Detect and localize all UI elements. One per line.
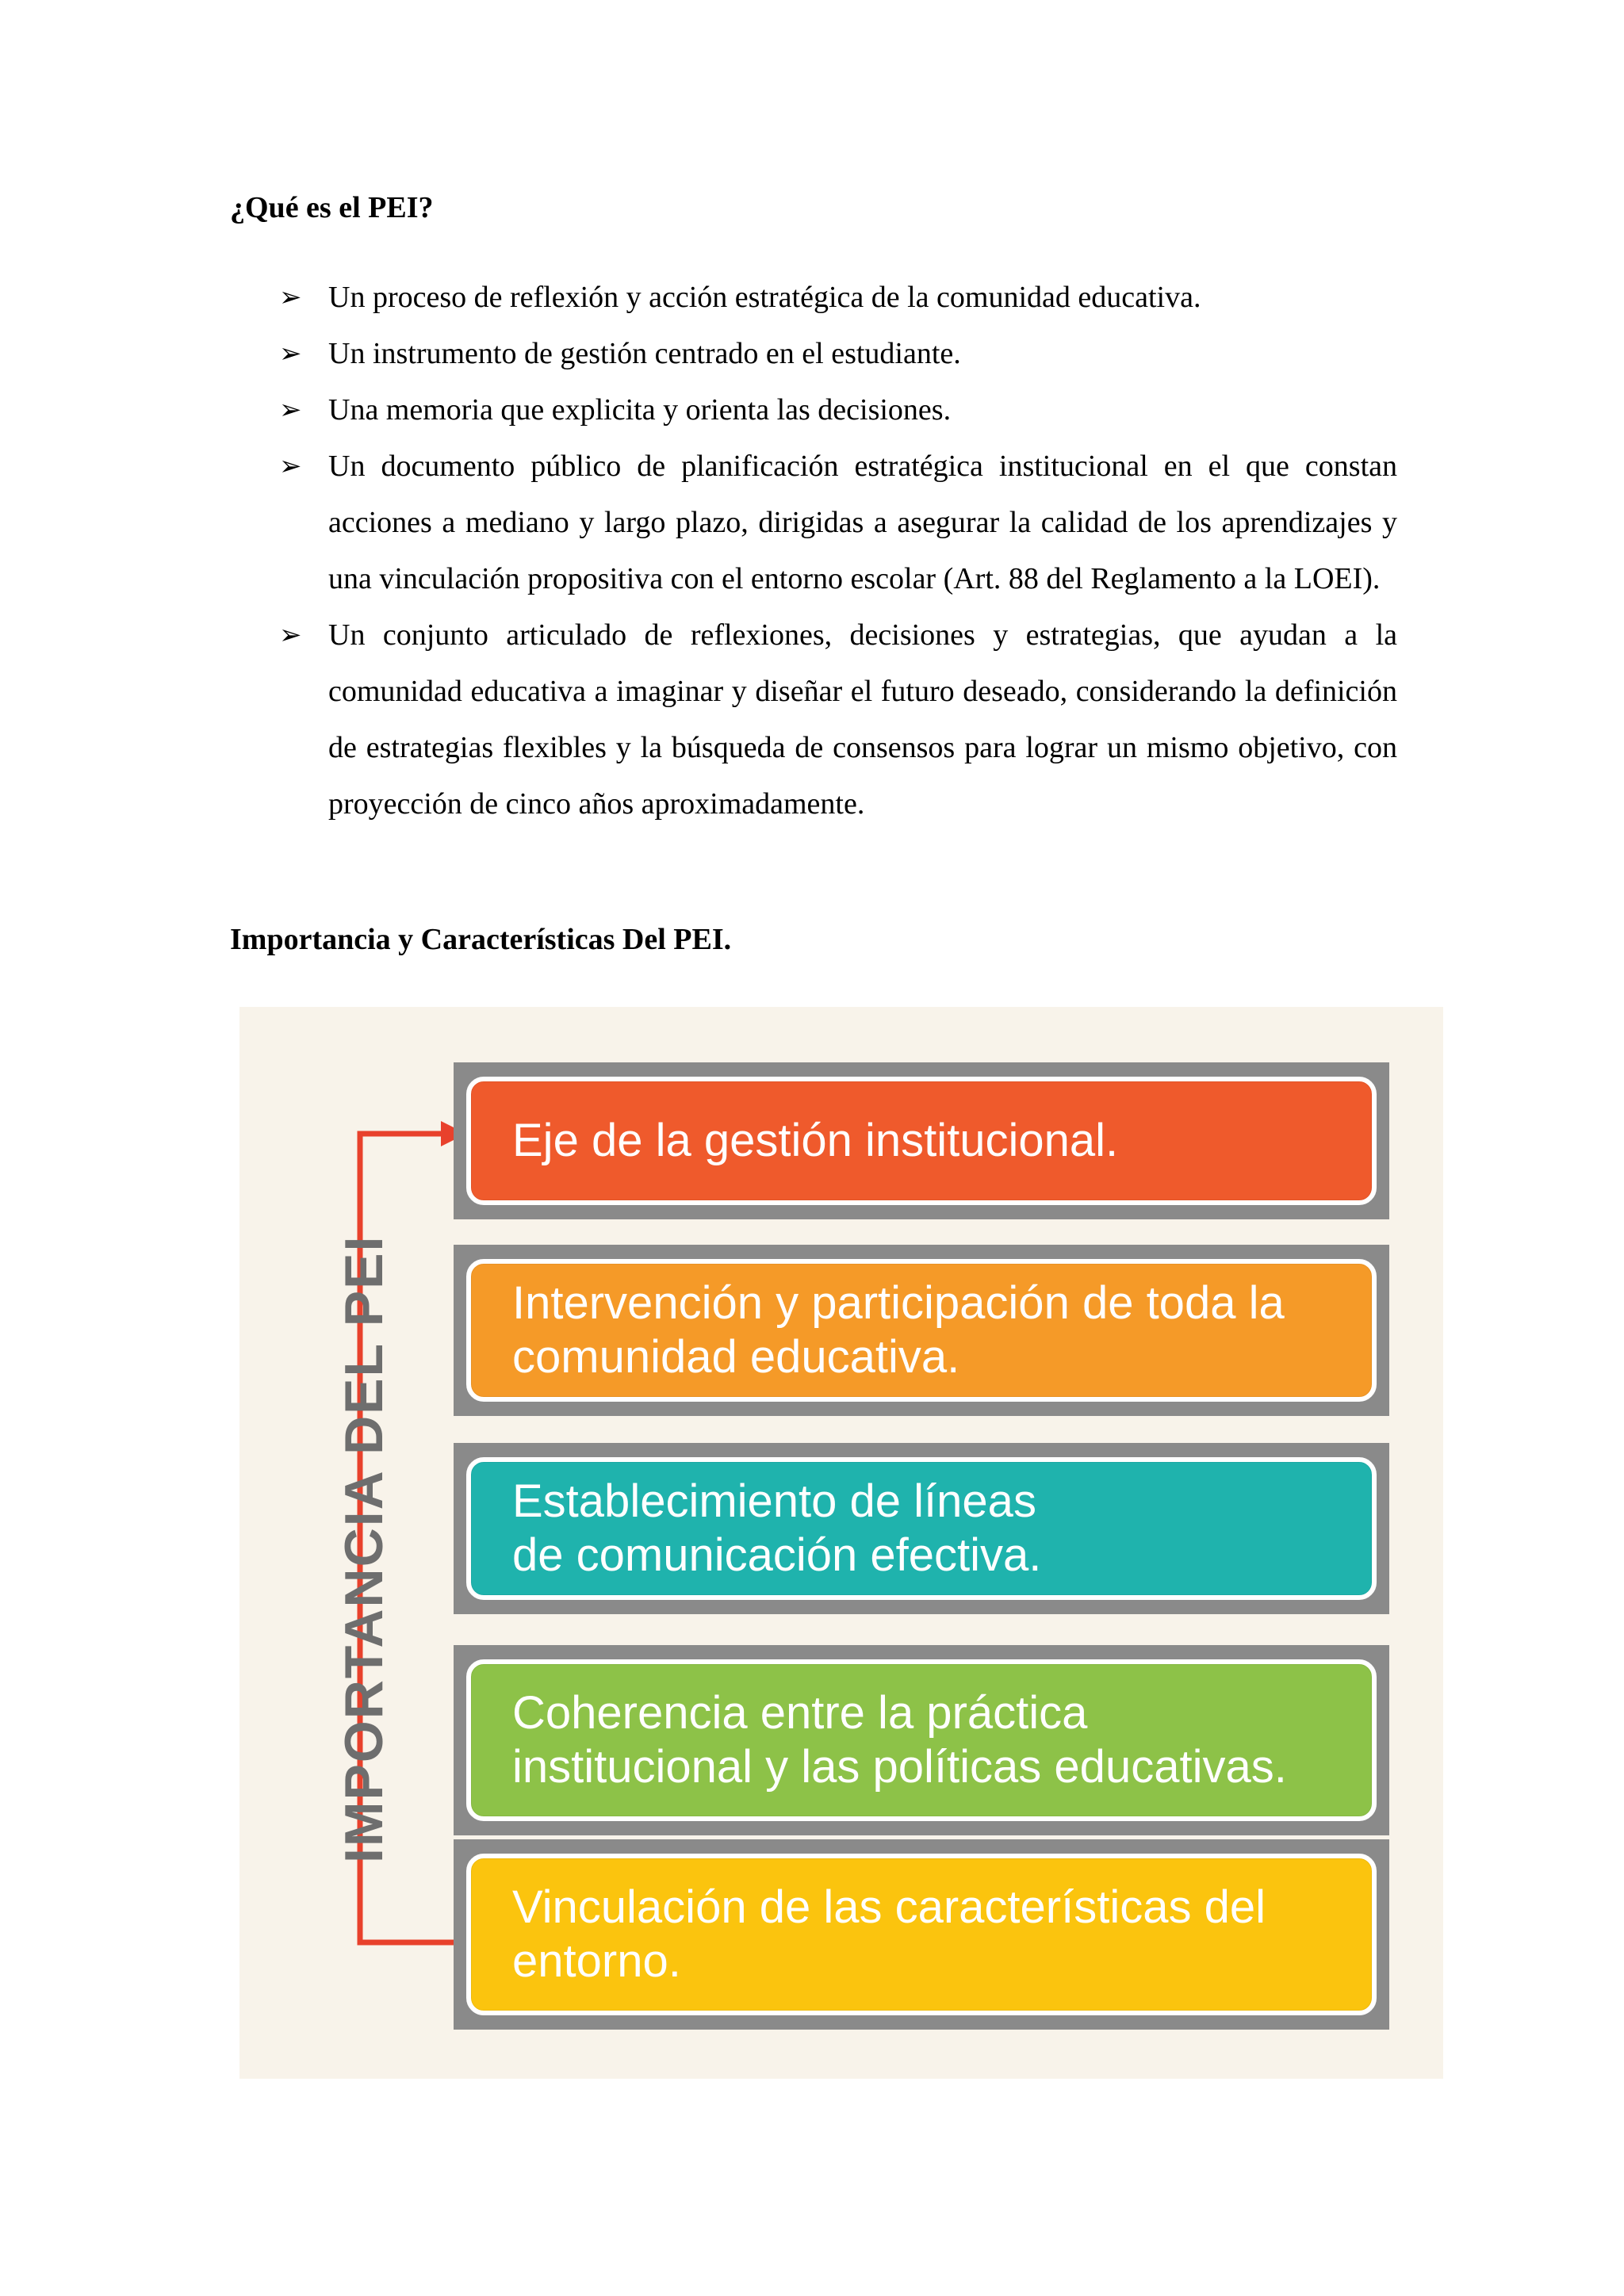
vertical-label: IMPORTANCIA DEL PEI: [334, 1234, 394, 1863]
importance-text: Eje de la gestión institucional.: [512, 1115, 1119, 1166]
arrow-bullet-icon: ➢: [279, 338, 302, 369]
list-item: [279, 270, 1397, 326]
importance-item-5: [454, 1839, 1389, 2030]
importance-box: [466, 1259, 1377, 1402]
list-item-text: Un proceso de reflexión y acción estratégica de la comunidad educativa.: [328, 281, 1201, 314]
importance-item-4: [454, 1645, 1389, 1835]
arrow-bullet-icon: ➢: [279, 394, 302, 426]
list-item-text: Un documento público de planificación estratégica institucional en el que constan acciones a mediano y largo plazo, dirigidas a asegurar la calidad de los aprendizajes y una vinculación propositiva con el entorno escolar (Art. 88 del Reglamento a la LOEI).: [328, 450, 1397, 595]
importance-item-3: [454, 1443, 1389, 1614]
arrow-bullet-icon: ➢: [279, 619, 302, 651]
importance-box: [466, 1854, 1377, 2015]
list-item: [279, 438, 1397, 607]
importancia-pei-diagram: [239, 1007, 1443, 2079]
arrow-bullet-icon: ➢: [279, 450, 302, 482]
pei-definition-list: [279, 270, 1397, 832]
importance-item-1: [454, 1062, 1389, 1219]
importance-text: Intervención y participación de toda la comunidad educativa.: [512, 1277, 1285, 1383]
list-item-text: Una memoria que explicita y orienta las decisiones.: [328, 393, 952, 427]
list-item: [279, 382, 1397, 438]
list-item: [279, 326, 1397, 382]
importance-text: Vinculación de las características del entorno.: [512, 1881, 1266, 1987]
section-title-que-es-pei: ¿Qué es el PEI?: [230, 191, 434, 224]
importance-text: Coherencia entre la práctica institucional y las políticas educativas.: [512, 1687, 1287, 1793]
importance-item-2: [454, 1245, 1389, 1416]
list-item-text: Un instrumento de gestión centrado en el estudiante.: [328, 337, 961, 370]
importance-box: [466, 1077, 1377, 1205]
list-item: [279, 607, 1397, 832]
arrow-bullet-icon: ➢: [279, 281, 302, 313]
section-title-importancia: Importancia y Características Del PEI.: [230, 923, 732, 956]
importance-box: [466, 1457, 1377, 1600]
importance-text: Establecimiento de líneas de comunicación efectiva.: [512, 1475, 1042, 1581]
importance-box: [466, 1659, 1377, 1821]
list-item-text: Un conjunto articulado de reflexiones, decisiones y estrategias, que ayudan a la comunidad educativa a imaginar y diseñar el futuro deseado, considerando la definición de estrategias flexibles y la búsqueda de consensos para lograr un mismo objetivo, con proyección de cinco años aproximadamente.: [328, 618, 1397, 821]
